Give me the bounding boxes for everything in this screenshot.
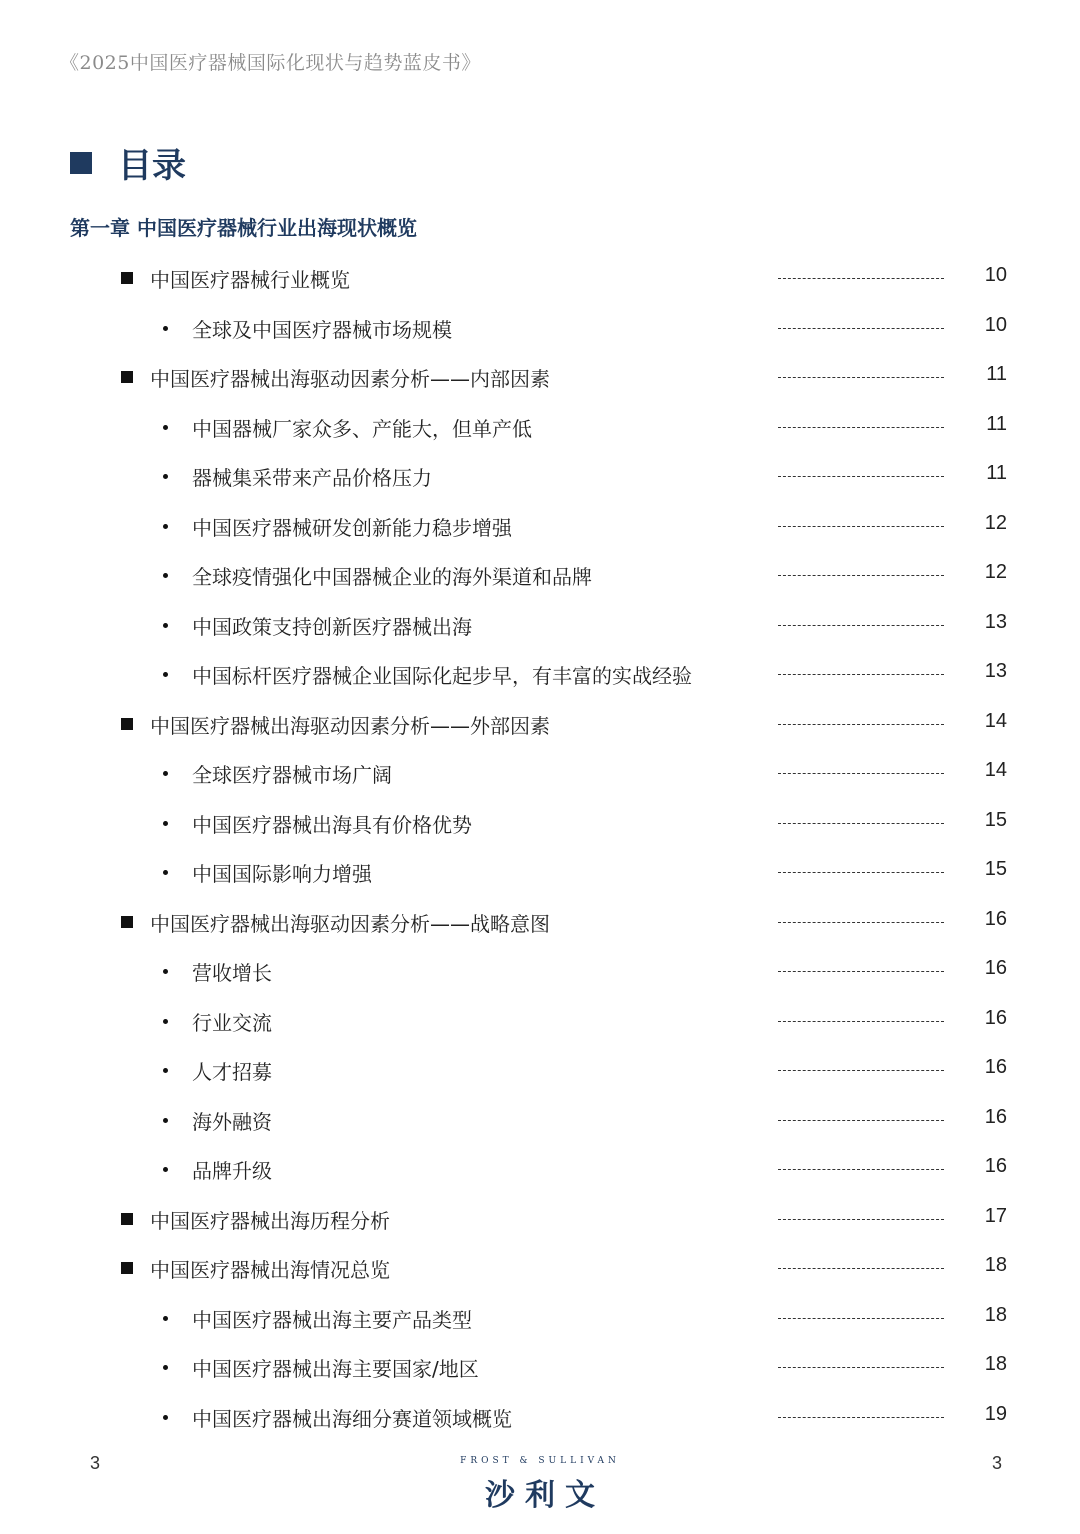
toc-entry-page-number: 17 [984, 1204, 1007, 1227]
toc-entry-page-number: 11 [986, 462, 1007, 484]
dot-bullet-icon [163, 524, 168, 529]
dotted-leader [778, 724, 944, 725]
toc-entry-label: 全球医疗器械市场广阔 [192, 763, 392, 787]
dot-bullet-icon [163, 1365, 168, 1370]
dotted-leader [778, 575, 944, 576]
toc-entry-page-number: 16 [984, 1105, 1007, 1128]
toc-entry-label: 中国医疗器械出海具有价格优势 [192, 812, 472, 837]
toc-section-entry[interactable] [0, 1193, 1080, 1243]
toc-section-entry[interactable] [0, 896, 1080, 946]
toc-entry-label: 中国医疗器械研发创新能力稳步增强 [192, 515, 512, 540]
chapter-title[interactable]: 第一章 中国医疗器械行业出海现状概览 [70, 216, 417, 240]
toc-entry-page-number: 12 [984, 561, 1007, 583]
dot-bullet-icon [163, 771, 168, 776]
page-number-left: 3 [90, 1453, 101, 1473]
dot-bullet-icon [163, 870, 168, 875]
dotted-leader [778, 922, 944, 923]
toc-heading [70, 138, 186, 187]
square-bullet-icon [121, 1213, 133, 1225]
toc-entry-page-number: 19 [984, 1402, 1007, 1425]
dot-bullet-icon [163, 1118, 168, 1123]
dot-bullet-icon [163, 1415, 168, 1420]
toc-entry-page-number: 11 [986, 412, 1007, 435]
toc-subsection-entry[interactable] [0, 401, 1080, 451]
toc-entry-label: 中国医疗器械出海历程分析 [150, 1208, 390, 1233]
toc-entry-page-number: 15 [984, 858, 1007, 880]
toc-heading-text: 目录 [118, 146, 186, 186]
toc-subsection-entry[interactable] [0, 302, 1080, 352]
toc-subsection-entry[interactable] [0, 648, 1080, 698]
heading-square-icon [70, 152, 92, 174]
square-bullet-icon [121, 1262, 133, 1274]
toc-entry-label: 器械集采带来产品价格压力 [192, 466, 432, 490]
dot-bullet-icon [163, 425, 168, 430]
toc-subsection-entry[interactable] [0, 1341, 1080, 1391]
toc-subsection-entry[interactable] [0, 500, 1080, 550]
logo-english-text: FROST & SULLIVAN [460, 1456, 620, 1466]
dotted-leader [778, 674, 944, 675]
dot-bullet-icon [163, 326, 168, 331]
square-bullet-icon [121, 371, 133, 383]
dotted-leader [778, 1120, 944, 1121]
dot-bullet-icon [163, 821, 168, 826]
dotted-leader [778, 1021, 944, 1022]
dotted-leader [778, 1417, 944, 1418]
toc-entry-label: 中国医疗器械出海驱动因素分析——战略意图 [150, 911, 550, 936]
dotted-leader [778, 377, 944, 378]
square-bullet-icon [121, 916, 133, 928]
toc-subsection-entry[interactable] [0, 995, 1080, 1045]
dotted-leader [778, 1169, 944, 1170]
dot-bullet-icon [163, 474, 168, 479]
dotted-leader [778, 427, 944, 428]
dot-bullet-icon [163, 1068, 168, 1073]
dot-bullet-icon [163, 672, 168, 677]
toc-entry-page-number: 14 [984, 759, 1007, 781]
square-bullet-icon [121, 272, 133, 284]
square-bullet-icon [121, 718, 133, 730]
toc-entry-label: 中国医疗器械行业概览 [150, 268, 350, 292]
toc-entry-page-number: 13 [984, 610, 1007, 633]
dotted-leader [778, 1268, 944, 1269]
toc-entry-label: 品牌升级 [192, 1159, 272, 1183]
toc-entry-page-number: 16 [984, 1056, 1007, 1078]
toc-section-entry[interactable] [0, 1242, 1080, 1292]
toc-entry-label: 营收增长 [192, 961, 272, 985]
toc-subsection-entry[interactable] [0, 1143, 1080, 1193]
toc-entry-label: 中国政策支持创新医疗器械出海 [192, 614, 472, 639]
dot-bullet-icon [163, 969, 168, 974]
toc-entry-page-number: 18 [984, 1303, 1007, 1326]
toc-subsection-entry[interactable] [0, 1044, 1080, 1094]
dot-bullet-icon [163, 1167, 168, 1172]
dotted-leader [778, 278, 944, 279]
toc-entry-page-number: 11 [986, 363, 1007, 385]
page-number-right: 3 [991, 1453, 1002, 1473]
dotted-leader [778, 773, 944, 774]
toc-subsection-entry[interactable] [0, 747, 1080, 797]
toc-entry-label: 中国医疗器械出海细分赛道领域概览 [192, 1406, 512, 1431]
dot-bullet-icon [163, 573, 168, 578]
toc-list [0, 252, 1080, 1440]
toc-entry-page-number: 18 [984, 1254, 1007, 1276]
toc-entry-page-number: 18 [984, 1353, 1007, 1375]
dot-bullet-icon [163, 1019, 168, 1024]
toc-entry-page-number: 14 [984, 709, 1007, 732]
toc-subsection-entry[interactable] [0, 797, 1080, 847]
toc-entry-page-number: 10 [984, 264, 1007, 286]
toc-entry-page-number: 12 [984, 511, 1007, 534]
toc-section-entry[interactable] [0, 351, 1080, 401]
toc-entry-label: 行业交流 [192, 1010, 272, 1035]
toc-entry-label: 中国医疗器械出海情况总览 [150, 1258, 390, 1282]
dotted-leader [778, 971, 944, 972]
toc-subsection-entry[interactable] [0, 945, 1080, 995]
toc-entry-page-number: 16 [984, 1006, 1007, 1029]
toc-entry-label: 中国医疗器械出海主要产品类型 [192, 1307, 472, 1332]
toc-subsection-entry[interactable] [0, 1391, 1080, 1441]
report-title: 《2025中国医疗器械国际化现状与趋势蓝皮书》 [60, 52, 481, 74]
toc-entry-label: 中国国际影响力增强 [192, 862, 372, 886]
toc-entry-label: 中国医疗器械出海驱动因素分析——外部因素 [150, 713, 550, 738]
toc-subsection-entry[interactable] [0, 549, 1080, 599]
dot-bullet-icon [163, 623, 168, 628]
toc-entry-page-number: 16 [984, 957, 1007, 979]
toc-subsection-entry[interactable] [0, 1094, 1080, 1144]
dotted-leader [778, 476, 944, 477]
toc-section-entry[interactable] [0, 252, 1080, 302]
toc-entry-label: 海外融资 [192, 1109, 272, 1134]
toc-subsection-entry[interactable] [0, 846, 1080, 896]
dotted-leader [778, 872, 944, 873]
toc-entry-page-number: 16 [984, 1155, 1007, 1177]
toc-subsection-entry[interactable] [0, 599, 1080, 649]
toc-subsection-entry[interactable] [0, 450, 1080, 500]
toc-section-entry[interactable] [0, 698, 1080, 748]
toc-entry-label: 中国医疗器械出海驱动因素分析——内部因素 [150, 367, 550, 391]
toc-entry-label: 中国医疗器械出海主要国家/地区 [192, 1357, 479, 1381]
dotted-leader [778, 1219, 944, 1220]
dotted-leader [778, 1070, 944, 1071]
dotted-leader [778, 526, 944, 527]
dotted-leader [778, 823, 944, 824]
toc-entry-page-number: 15 [984, 808, 1007, 831]
frost-sullivan-logo [440, 1456, 640, 1514]
toc-entry-page-number: 13 [984, 660, 1007, 682]
toc-entry-label: 人才招募 [192, 1060, 272, 1084]
toc-entry-page-number: 16 [984, 907, 1007, 930]
dotted-leader [778, 328, 944, 329]
toc-entry-label: 中国器械厂家众多、产能大，但单产低 [192, 416, 532, 441]
toc-entry-page-number: 10 [984, 313, 1007, 336]
toc-entry-label: 中国标杆医疗器械企业国际化起步早，有丰富的实战经验 [192, 664, 692, 688]
dot-bullet-icon [163, 1316, 168, 1321]
toc-subsection-entry[interactable] [0, 1292, 1080, 1342]
logo-chinese-text: 沙利文 [485, 1478, 605, 1513]
toc-entry-label: 全球疫情强化中国器械企业的海外渠道和品牌 [192, 565, 592, 589]
dotted-leader [778, 1367, 944, 1368]
toc-entry-label: 全球及中国医疗器械市场规模 [192, 317, 452, 342]
dotted-leader [778, 1318, 944, 1319]
dotted-leader [778, 625, 944, 626]
